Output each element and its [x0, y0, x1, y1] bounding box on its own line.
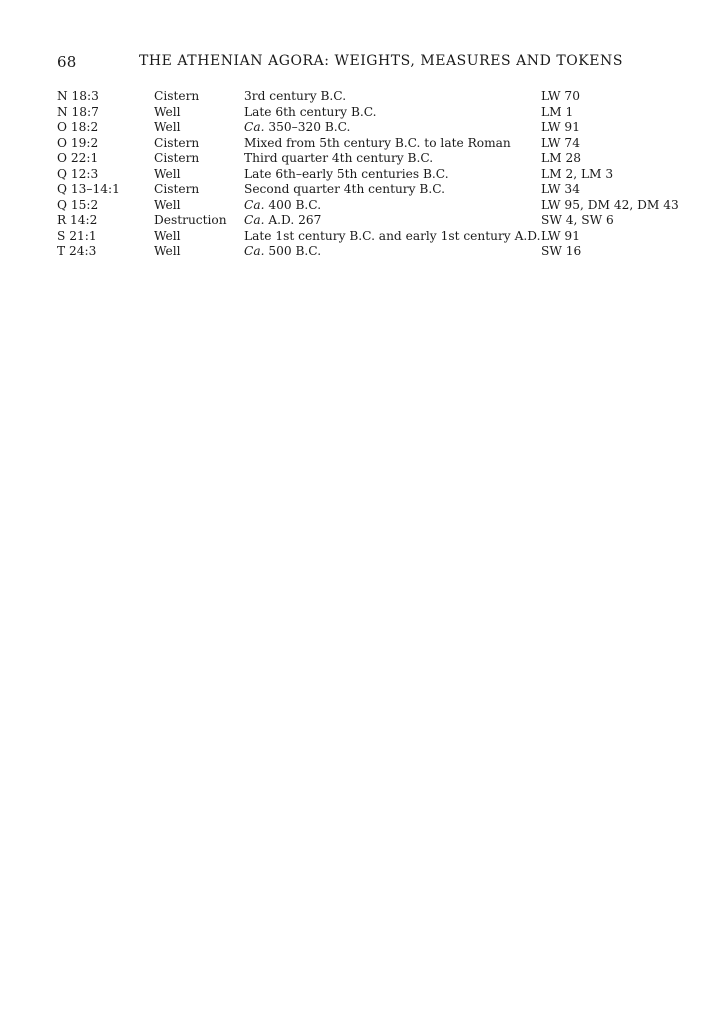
- deposit-date: [244, 105, 377, 121]
- deposit-type: Cistern: [154, 89, 200, 103]
- deposit-type: Well: [154, 166, 181, 181]
- deposit-ref: Q 12:3: [57, 166, 99, 181]
- deposit-type: Well: [154, 120, 181, 134]
- running-title: THE ATHENIAN AGORA: WEIGHTS, MEASURES AND TOKENS: [139, 53, 623, 69]
- deposit-ref: T 24:3: [57, 244, 97, 258]
- deposit-type: Cistern: [154, 135, 200, 150]
- deposit-date: [244, 198, 321, 214]
- deposit-type: Well: [154, 228, 181, 243]
- deposit-date: [244, 136, 511, 152]
- date-prefix: Ca.: [244, 213, 265, 227]
- deposit-ref: N 18:3: [57, 89, 99, 103]
- deposit-date: [244, 229, 540, 245]
- catalogue-refs: LW 70: [541, 89, 580, 103]
- deposit-table: [57, 89, 697, 260]
- table-row: [57, 182, 697, 198]
- deposit-type: Cistern: [154, 151, 200, 165]
- table-row: [57, 151, 697, 167]
- date-text: Late 6th–early 5th centuries B.C.: [244, 166, 449, 181]
- deposit-ref: N 18:7: [57, 104, 99, 119]
- deposit-ref: Q 13–14:1: [57, 182, 120, 196]
- date-text: Late 6th century B.C.: [244, 104, 377, 119]
- deposit-date: [244, 120, 350, 136]
- catalogue-refs: LW 91: [541, 228, 580, 243]
- deposit-date: [244, 89, 346, 105]
- table-row: [57, 105, 697, 121]
- catalogue-refs: SW 4, SW 6: [541, 213, 614, 227]
- deposit-ref: R 14:2: [57, 213, 98, 227]
- deposit-date: [244, 151, 433, 167]
- table-row: [57, 244, 697, 260]
- table-row: [57, 167, 697, 183]
- deposit-type: Well: [154, 104, 181, 119]
- date-prefix: Ca.: [244, 120, 265, 134]
- catalogue-refs: LW 95, DM 42, DM 43: [541, 197, 679, 212]
- deposit-type: Destruction: [154, 213, 227, 227]
- catalogue-refs: LM 1: [541, 104, 574, 119]
- date-text: 400 B.C.: [264, 197, 322, 212]
- table-row: [57, 198, 697, 214]
- catalogue-refs: SW 16: [541, 244, 582, 258]
- date-text: 350–320 B.C.: [264, 120, 351, 134]
- table-row: [57, 120, 697, 136]
- date-text: A.D. 267: [264, 213, 322, 227]
- table-row: [57, 89, 697, 105]
- date-text: Second quarter 4th century B.C.: [244, 182, 445, 196]
- catalogue-refs: LW 74: [541, 135, 580, 150]
- deposit-ref: O 19:2: [57, 135, 99, 150]
- deposit-ref: Q 15:2: [57, 197, 99, 212]
- date-prefix: Ca.: [244, 244, 265, 258]
- deposit-ref: O 22:1: [57, 151, 99, 165]
- deposit-type: Well: [154, 197, 181, 212]
- deposit-ref: O 18:2: [57, 120, 99, 134]
- deposit-type: Cistern: [154, 182, 200, 196]
- deposit-date: [244, 244, 321, 260]
- date-text: Late 1st century B.C. and early 1st century A.D.: [244, 228, 541, 243]
- table-row: [57, 213, 697, 229]
- date-text: Mixed from 5th century B.C. to late Roman: [244, 135, 511, 150]
- deposit-date: [244, 213, 321, 229]
- date-text: 500 B.C.: [264, 244, 322, 258]
- deposit-date: [244, 182, 445, 198]
- catalogue-refs: LM 28: [541, 151, 581, 165]
- catalogue-refs: LM 2, LM 3: [541, 166, 614, 181]
- table-row: [57, 229, 697, 245]
- catalogue-refs: LW 34: [541, 182, 580, 196]
- page-number: 68: [57, 53, 77, 71]
- catalogue-refs: LW 91: [541, 120, 580, 134]
- date-text: Third quarter 4th century B.C.: [244, 151, 434, 165]
- date-text: 3rd century B.C.: [244, 89, 347, 103]
- deposit-ref: S 21:1: [57, 228, 97, 243]
- deposit-date: [244, 167, 449, 183]
- deposit-type: Well: [154, 244, 181, 258]
- table-row: [57, 136, 697, 152]
- date-prefix: Ca.: [244, 197, 265, 212]
